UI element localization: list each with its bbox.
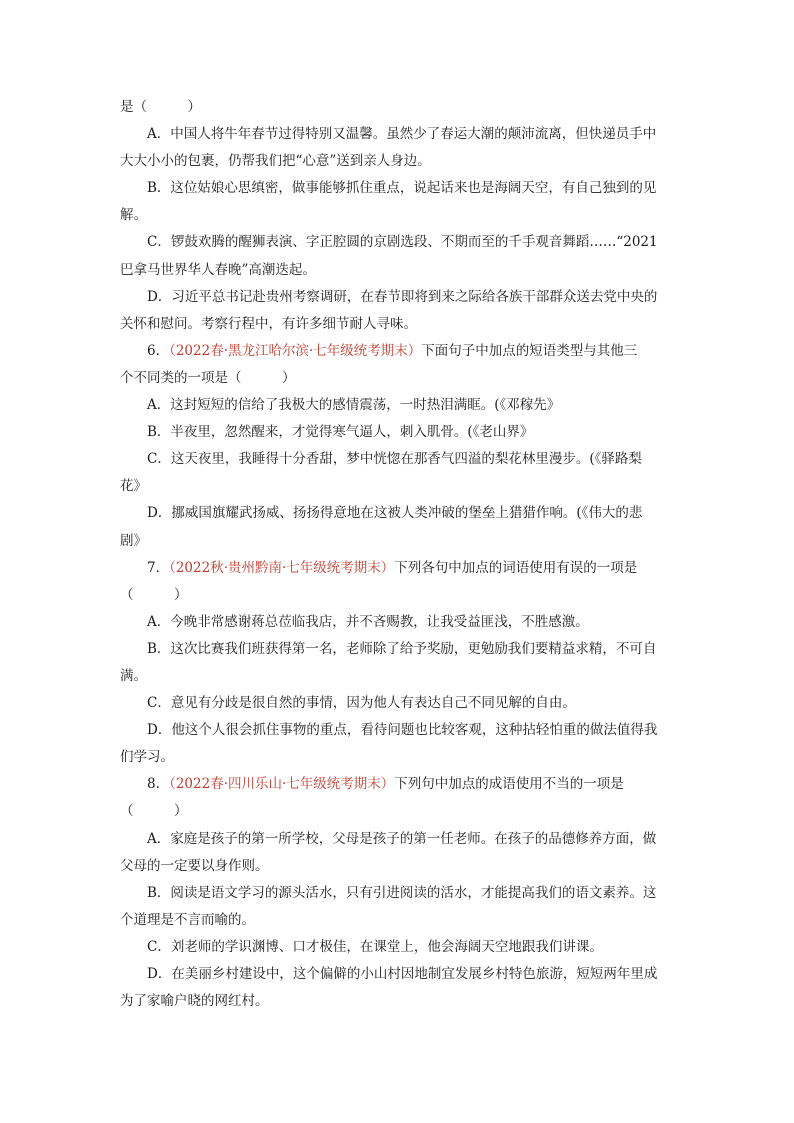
line-text: C．意见有分歧是很自然的事情，因为他人有表达自己不同见解的自由。 (147, 695, 576, 712)
line-text: 个道理是不言而喻的。 (120, 911, 255, 928)
line-text: B．这次比赛我们班获得第一名，老师除了给予奖励，更勉励我们要精益求精，不可自 (147, 640, 657, 657)
text-line (120, 826, 676, 853)
text-line (120, 934, 676, 961)
text-line (120, 609, 676, 636)
text-line (120, 798, 676, 825)
text-line (120, 907, 676, 934)
text-line (120, 446, 676, 473)
line-text: 剧》 (120, 532, 147, 549)
text-line (120, 880, 676, 907)
line-text: 大大小小的包裹，仍帮我们把“心意”送到亲人身边。 (120, 153, 431, 170)
line-text: 为了家喻户晓的网红村。 (120, 993, 269, 1010)
text-line (120, 202, 676, 229)
line-text: C．刘老师的学识渊博、口才极佳，在课堂上，他会海阔天空地跟我们讲课。 (147, 938, 603, 955)
question-source: （2022秋·贵州黔南·七年级统考期末） (169, 559, 395, 576)
text-line (120, 988, 676, 1015)
line-text: 解。 (120, 207, 147, 224)
text-line (120, 500, 676, 527)
question-header-line (120, 771, 676, 798)
text-line (120, 663, 676, 690)
text-line (120, 636, 676, 663)
text-line (120, 392, 676, 419)
line-text: D．挪威国旗耀武扬威、扬扬得意地在这被人类冲破的堡垒上猎猎作响。(《伟大的悲 (147, 505, 643, 522)
text-line (120, 284, 676, 311)
line-text: B．半夜里，忽然醒来，才觉得寒气逼人，刺入肌骨。(《老山界》 (147, 424, 534, 441)
line-text: 下列句中加点的成语使用不当的一项是 (394, 776, 624, 793)
line-text: C．锣鼓欢腾的醒狮表演、字正腔圆的京剧选段、不期而至的千手观音舞蹈……“2021 (147, 234, 658, 251)
line-text: 下列各句中加点的词语使用有误的一项是 (394, 559, 638, 576)
line-text: 关怀和慰问。考察行程中，有许多细节耐人寻味。 (120, 315, 417, 332)
text-line (120, 528, 676, 555)
line-text: （ ） (120, 803, 188, 820)
line-text: A．中国人将牛年春节过得特别又温馨。虽然少了春运大潮的颠沛流离，但快递员手中 (147, 126, 657, 143)
question-header-line (120, 338, 676, 365)
text-line (120, 148, 676, 175)
text-line (120, 94, 676, 121)
line-text: C．这天夜里，我睡得十分香甜，梦中恍惚在那香气四溢的梨花林里漫步。(《驿路梨 (147, 451, 642, 468)
line-text: 巴拿马世界华人春晚”高潮迭起。 (120, 261, 316, 278)
line-text: （ ） (120, 586, 188, 603)
line-text: A．这封短短的信给了我极大的感情震荡，一时热泪满眶。(《邓稼先》 (147, 397, 561, 414)
line-text: D．习近平总书记赴贵州考察调研，在春节即将到来之际给各族干部群众送去党中央的 (147, 288, 658, 305)
question-header-line (120, 555, 676, 582)
text-line (120, 175, 676, 202)
text-line (120, 717, 676, 744)
text-line (120, 473, 676, 500)
text-line (120, 121, 676, 148)
line-text: A．今晚非常感谢蒋总莅临我店，并不吝赐教，让我受益匪浅，不胜感激。 (147, 613, 589, 630)
text-line (120, 582, 676, 609)
line-text: 们学习。 (120, 749, 174, 766)
question-number: 7． (147, 559, 170, 576)
text-line (120, 961, 676, 988)
question-source: （2022春·黑龙江哈尔滨·七年级统考期末） (169, 342, 422, 359)
text-line (120, 690, 676, 717)
text-line (120, 311, 676, 338)
line-text: B．阅读是语文学习的源头活水，只有引进阅读的活水，才能提高我们的语文素养。这 (147, 884, 657, 901)
text-line (120, 744, 676, 771)
line-text: 父母的一定要以身作则。 (120, 857, 269, 874)
text-line (120, 229, 676, 256)
line-text: 是（ ） (120, 99, 201, 115)
line-text: D．在美丽乡村建设中，这个偏僻的小山村因地制宜发展乡村特色旅游，短短两年里成 (147, 966, 658, 982)
text-line (120, 853, 676, 880)
line-text: A．家庭是孩子的第一所学校，父母是孩子的第一任老师。在孩子的品德修养方面，做 (147, 830, 657, 847)
text-line (120, 365, 676, 392)
line-text: 花》 (120, 478, 147, 495)
text-line (120, 257, 676, 284)
line-text: B．这位姑娘心思缜密，做事能够抓住重点，说起话来也是海阔天空，有自己独到的见 (147, 180, 657, 197)
line-text: D．他这个人很会抓住事物的重点，看待问题也比较客观，这种拈轻怕重的做法值得我 (147, 722, 658, 739)
text-line (120, 419, 676, 446)
question-source: （2022春·四川乐山·七年级统考期末） (169, 776, 395, 793)
document-page (120, 94, 676, 1015)
question-number: 8． (147, 776, 170, 793)
line-text: 下面句子中加点的短语类型与其他三 (421, 342, 638, 359)
question-number: 6． (147, 342, 170, 359)
line-text: 满。 (120, 667, 147, 684)
line-text: 个不同类的一项是（ ） (120, 369, 296, 386)
